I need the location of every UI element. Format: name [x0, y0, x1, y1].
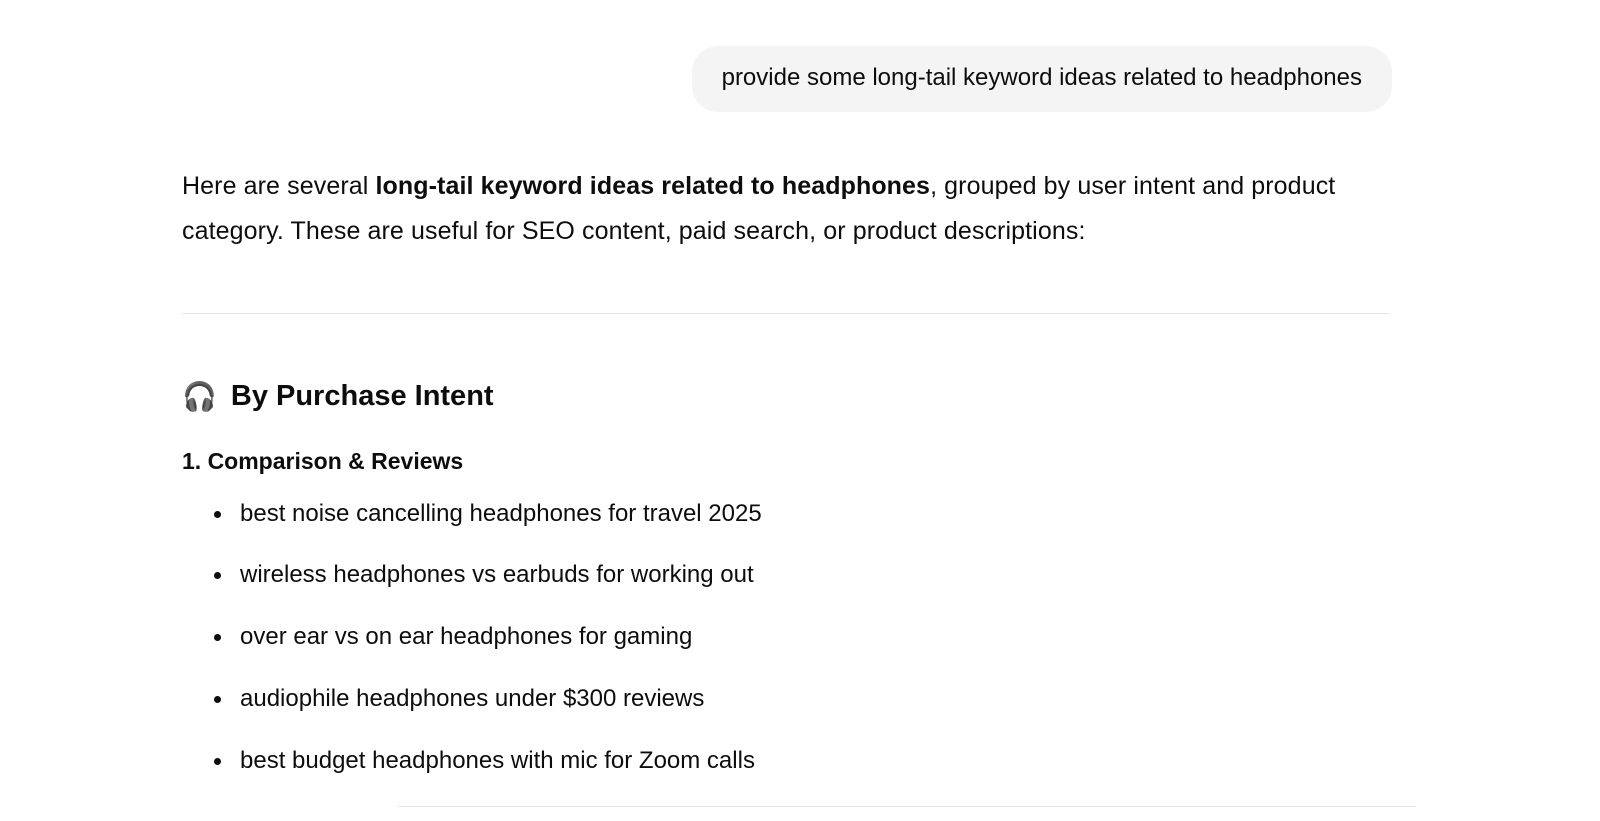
section-divider [182, 313, 1390, 314]
intro-text-lead: Here are several [182, 172, 376, 201]
section-heading-label: By Purchase Intent [230, 380, 494, 413]
assistant-intro-paragraph [182, 164, 1390, 253]
list-item: best budget headphones with mic for Zoom calls [208, 747, 1390, 776]
list-item: audiophile headphones under $300 reviews [208, 685, 1390, 714]
list-item: wireless headphones vs earbuds for working out [208, 561, 1390, 590]
intro-text-bold: long-tail keyword ideas related to headphones [375, 172, 931, 201]
list-item: over ear vs on ear headphones for gaming [208, 623, 1390, 652]
subsection-heading: 1. Comparison & Reviews [182, 447, 464, 474]
intro-text-tail: , grouped by user intent and product category. These are useful for SEO content, paid search, or product descriptions: [182, 172, 1336, 245]
bottom-divider [398, 806, 1416, 807]
list-item: best noise cancelling headphones for travel 2025 [208, 500, 1390, 529]
assistant-message [0, 164, 1600, 775]
headphones-icon: 🎧 [182, 380, 217, 412]
keyword-list [182, 500, 1390, 776]
user-message-row [0, 0, 1600, 112]
user-message-bubble[interactable]: provide some long-tail keyword ideas related to headphones [692, 46, 1392, 112]
section-heading [182, 378, 1390, 414]
